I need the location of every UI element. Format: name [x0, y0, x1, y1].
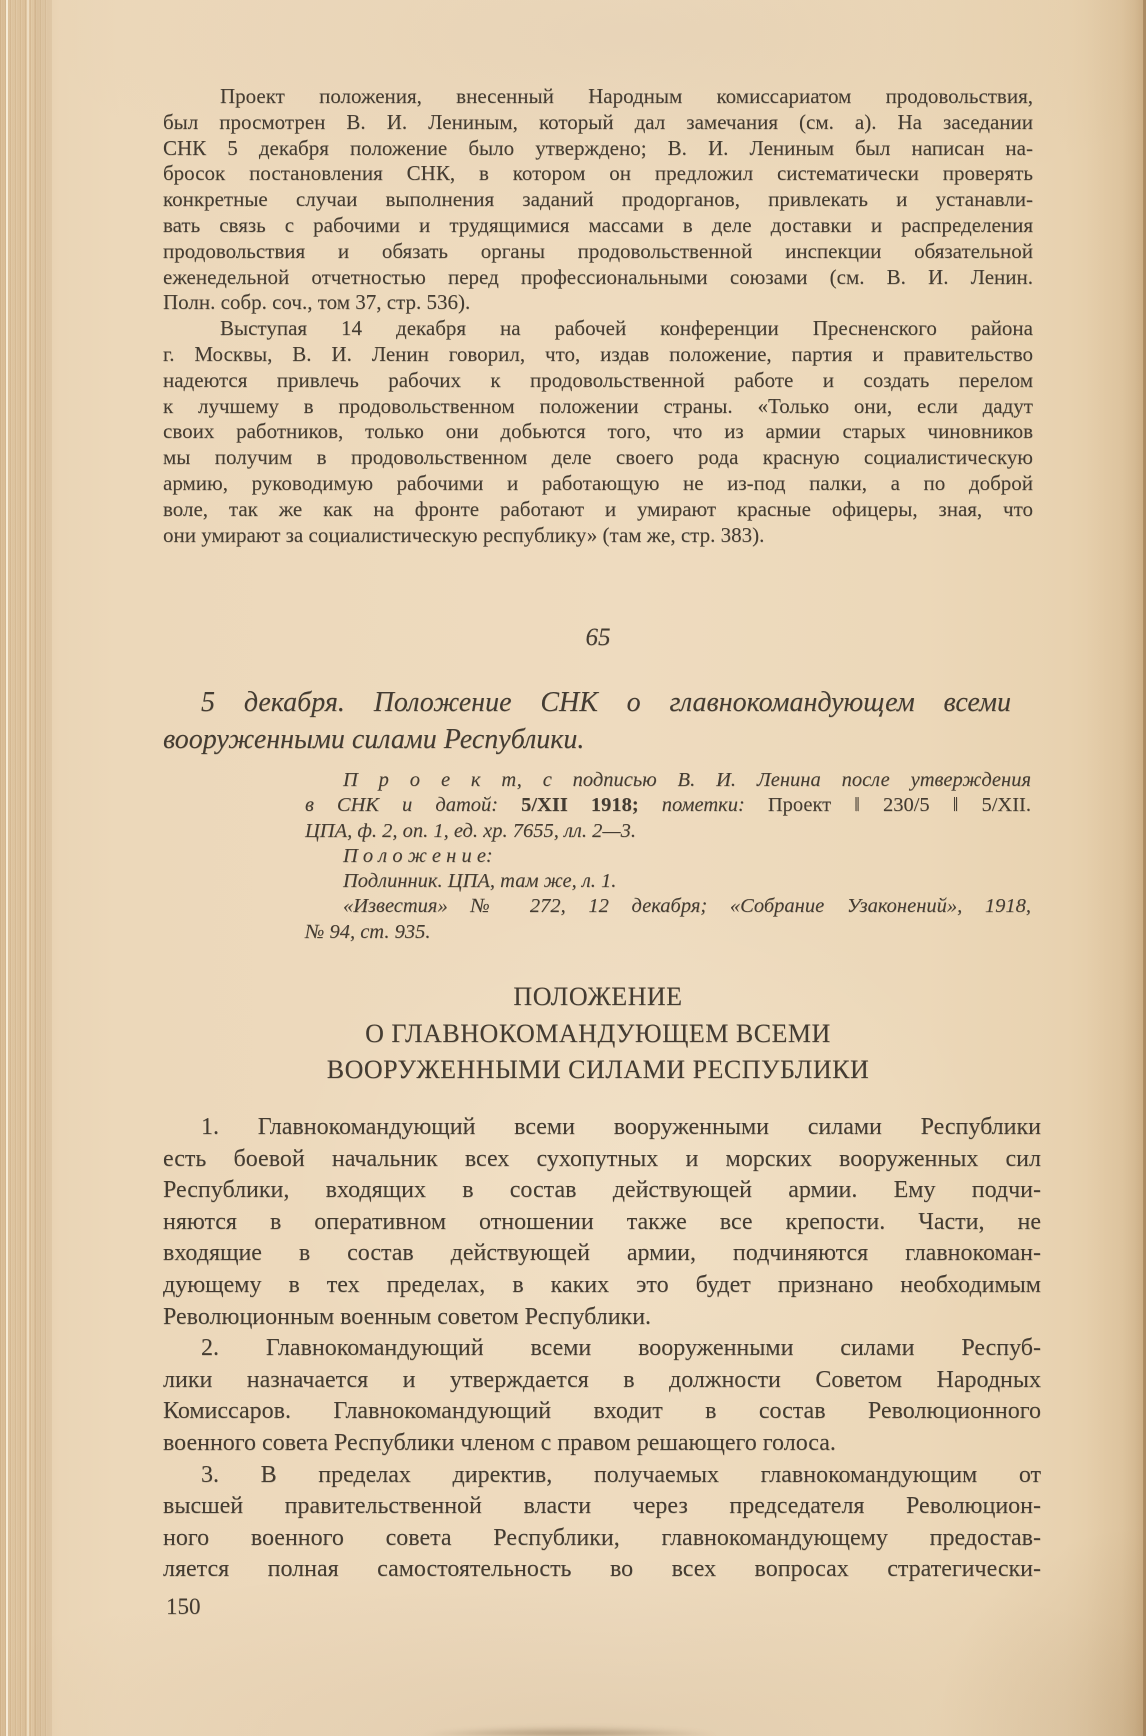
text-line: дующему в тех пределах, в каких это будет признано необходимым: [163, 1271, 1041, 1298]
source-note: [305, 768, 1031, 945]
text-line: Подлинник. ЦПА, там же, л. 1.: [343, 870, 617, 893]
page-edge-highlight: [6, 0, 8, 1736]
page-edge-highlight: [27, 0, 29, 1736]
text-line: высшей правительственной власти через председателя Революцион-: [163, 1493, 1041, 1520]
text-line: вать связь с рабочими и трудящимися массами в деле доставки и распределения: [163, 212, 1033, 237]
page-binding-shade: [34, 0, 52, 1736]
text-line: Полн. собр. соч., том 37, стр. 536).: [163, 290, 471, 315]
text-line: надеются привлечь рабочих к продовольственной работе и создать перелом: [163, 367, 1033, 392]
text-line: СНК 5 декабря положение было утверждено; В. И. Лениным был написан на-: [163, 135, 1033, 160]
text-line: г. Москвы, В. И. Ленин говорил, что, издав положение, партия и правительство: [163, 341, 1033, 366]
entry-heading-line: вооруженными силами Республики.: [163, 724, 585, 755]
scan-artifact: [420, 1726, 720, 1736]
text-line: бросок постановления СНК, в котором он предложил систематически проверять: [163, 161, 1033, 186]
text-line: армию, руководимую рабочими и работающую не из-под палки, а по доброй: [163, 470, 1033, 495]
text-line: ЦПА, ф. 2, оп. 1, ед. хр. 7655, лл. 2—3.: [305, 819, 636, 842]
text-line: 1. Главнокомандующий всеми вооруженными силами Республики: [201, 1114, 1041, 1140]
page-right-shade: [1086, 0, 1146, 1736]
decree-title-line: ВООРУЖЕННЫМИ СИЛАМИ РЕСПУБЛИКИ: [326, 1055, 870, 1084]
text-line: военного совета Республики членом с правом решающего голоса.: [163, 1429, 836, 1456]
text-line: П о л о ж е н и е:: [343, 844, 493, 867]
text-line: Выступая 14 декабря на рабочей конференции Пресненского района: [220, 316, 1033, 341]
entry-number: 65: [585, 624, 611, 651]
decree-paragraph-2: [163, 1333, 1041, 1459]
source-marks: Проект ‖ 230/5 ‖ 5/XII.: [767, 794, 1031, 817]
text-line: есть боевой начальник всех сухопутных и морских вооруженных сил: [163, 1145, 1041, 1172]
text-line: 3. В пределах директив, получаемых главнокомандующим от: [201, 1461, 1041, 1488]
text-line: был просмотрен В. И. Лениным, который дал замечания (см. а). На заседании: [163, 109, 1033, 134]
source-date: 5/XII 1918;: [521, 794, 639, 817]
commentary-paragraph-1: [163, 84, 1033, 316]
text-line: [305, 768, 1031, 793]
text-line: Республики, входящих в состав действующей армии. Ему подчи-: [163, 1177, 1041, 1204]
decree-title-line: О ГЛАВНОКОМАНДУЮЩЕМ ВСЕМИ: [365, 1018, 831, 1048]
entry-heading-line: 5 декабря. Положение СНК о главнокомандующем всеми: [201, 687, 1011, 718]
text-line: они умирают за социалистическую республику» (там же, стр. 383).: [163, 522, 765, 547]
text-line: Проект положения, внесенный Народным комиссариатом продовольствия,: [220, 84, 1033, 108]
text-line: к лучшему в продовольственном положении страны. «Только они, если дадут: [163, 393, 1033, 418]
text-line: конкретные случаи выполнения заданий продорганов, привлекать и устанавли-: [163, 187, 1033, 212]
text-line: воле, так же как на фронте работают и умирают красные офицеры, зная, что: [163, 496, 1033, 521]
text-line: своих работников, только они добьются того, что из армии старых чиновников: [163, 419, 1033, 444]
text-line: 2. Главнокомандующий всеми вооруженными силами Респуб-: [201, 1335, 1041, 1362]
text-line: няются в оперативном отношении также все крепости. Части, не: [163, 1208, 1041, 1235]
source-note-text: в СНК и датой:: [305, 794, 522, 817]
text-line: продовольствия и обязать органы продовольственной инспекции обязательной: [163, 238, 1033, 263]
entry-heading: [163, 684, 1011, 758]
decree-paragraph-1: [163, 1112, 1041, 1333]
decree-paragraph-3: [163, 1460, 1041, 1586]
decree-body: [163, 1112, 1041, 1586]
commentary-block: [163, 84, 1033, 548]
text-line: лики назначается и утверждается в должности Советом Народных: [163, 1366, 1041, 1393]
text-line: входящие в состав действующей армии, подчиняются главнокоман-: [163, 1240, 1041, 1267]
source-note-text: с подписью В. И. Ленина после утверждения: [521, 769, 1031, 791]
decree-title: [163, 979, 1033, 1089]
text-line: ляется полная самостоятельность во всех вопросах стратегически-: [163, 1556, 1041, 1583]
text-line: «Известия» № 272, 12 декабря; «Собрание Узаконений», 1918,: [343, 895, 1031, 918]
commentary-paragraph-2: [163, 316, 1033, 548]
text-line: мы получим в продовольственном деле своего рода красную социалистическую: [163, 445, 1033, 470]
source-note-text: пометки:: [638, 794, 768, 817]
decree-title-line: ПОЛОЖЕНИЕ: [513, 982, 683, 1011]
source-note-label: П р о е к т,: [343, 769, 522, 791]
text-line: [305, 793, 1031, 818]
text-line: № 94, ст. 935.: [305, 920, 431, 943]
text-line: Революционным военным советом Республики.: [163, 1303, 652, 1330]
text-line: Комиссаров. Главнокомандующий входит в состав Революционного: [163, 1398, 1041, 1425]
text-line: ного военного совета Республики, главнокомандующему предостав-: [163, 1524, 1041, 1551]
text-line: еженедельной отчетностью перед профессиональными союзами (см. В. И. Ленин.: [163, 264, 1033, 289]
page-number: 150: [166, 1594, 201, 1619]
